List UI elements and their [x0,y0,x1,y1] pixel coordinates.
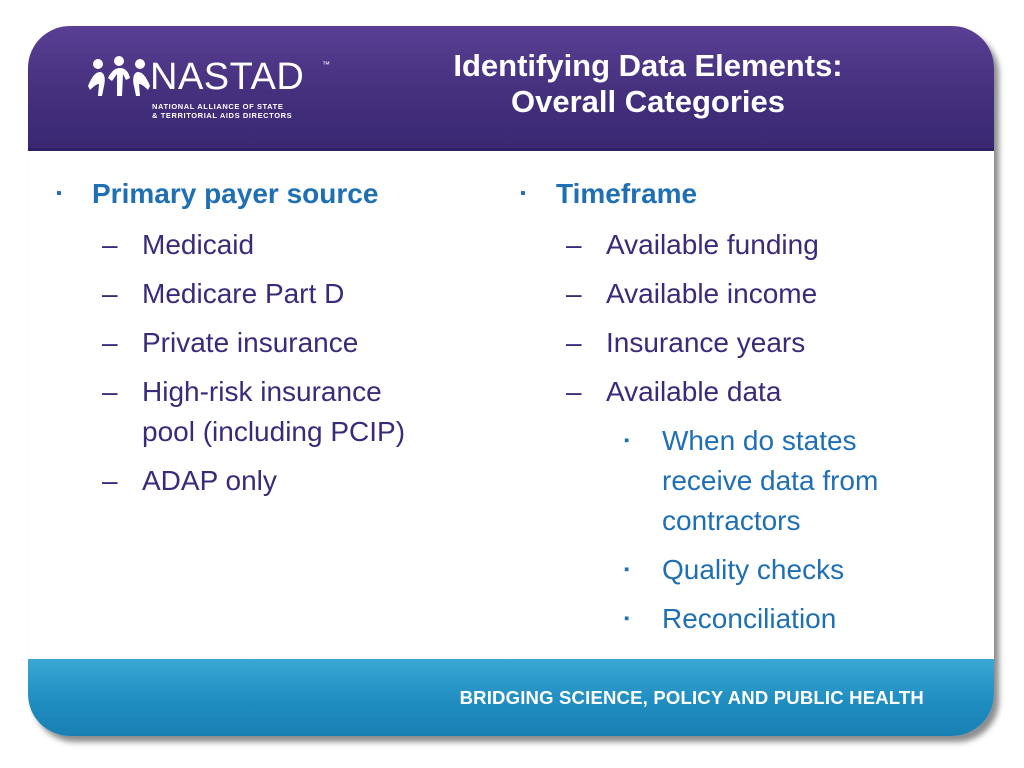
list-item-text: Medicare Part D [142,278,345,309]
header-bar [28,26,994,151]
square-bullet-icon: ▪ [624,610,630,627]
list-item-text: Insurance years [606,327,806,358]
logo-subtitle-line1: NATIONAL ALLIANCE OF STATE [152,102,284,111]
slide-body [28,151,994,659]
right-heading [516,177,956,211]
slide-title [388,48,908,120]
list-item [52,274,492,314]
slide-title-line2: Overall Categories [511,84,785,119]
square-bullet-icon: ▪ [520,185,526,202]
dash-marker: – [566,327,582,358]
left-column [52,177,492,510]
list-item-text: Medicaid [142,229,255,260]
square-bullet-icon: ▪ [56,185,62,202]
sub-list-item-text: When do states receive data from contractors [662,425,879,536]
list-item-text: High-risk insurance pool (including PCIP) [142,376,406,447]
dash-marker: – [102,376,118,407]
logo-subtitle-line2: & TERRITORIAL AIDS DIRECTORS [152,111,293,120]
list-item-text: Private insurance [142,327,359,358]
sub-list-item [516,550,956,590]
list-item-text: ADAP only [142,465,277,496]
logo-subtitle [152,102,292,120]
list-item [52,461,492,501]
right-heading-text: Timeframe [556,178,698,209]
footer-tagline: BRIDGING SCIENCE, POLICY AND PUBLIC HEALTH [459,687,924,708]
sub-list-item [516,421,952,541]
left-heading [52,177,492,211]
list-item [516,274,956,314]
dash-marker: – [102,465,118,496]
list-item [516,323,956,363]
dash-marker: – [102,278,118,309]
dash-marker: – [102,229,118,260]
sub-list-item-text: Quality checks [662,554,845,585]
dash-marker: – [566,229,582,260]
square-bullet-icon: ▪ [624,561,630,578]
list-item [52,225,492,265]
right-column [516,177,956,648]
left-heading-text: Primary payer source [92,178,379,209]
logo-trademark: ™ [322,60,330,69]
nastad-logo [86,56,346,126]
list-item-text: Available funding [606,229,819,260]
list-item [52,323,492,363]
sub-list-item-text: Reconciliation [662,603,837,634]
list-item-text: Available income [606,278,818,309]
slide-frame [28,26,994,736]
people-figures-icon [86,56,152,102]
dash-marker: – [566,278,582,309]
list-item [516,225,956,265]
sub-list-item [516,599,956,639]
list-item-text: Available data [606,376,782,407]
logo-wordmark: NASTAD [150,56,305,98]
dash-marker: – [102,327,118,358]
square-bullet-icon: ▪ [624,432,630,449]
slide-title-line1: Identifying Data Elements: [453,48,843,83]
footer-bar [28,659,994,736]
list-item [516,372,956,412]
dash-marker: – [566,376,582,407]
list-item [52,372,442,452]
